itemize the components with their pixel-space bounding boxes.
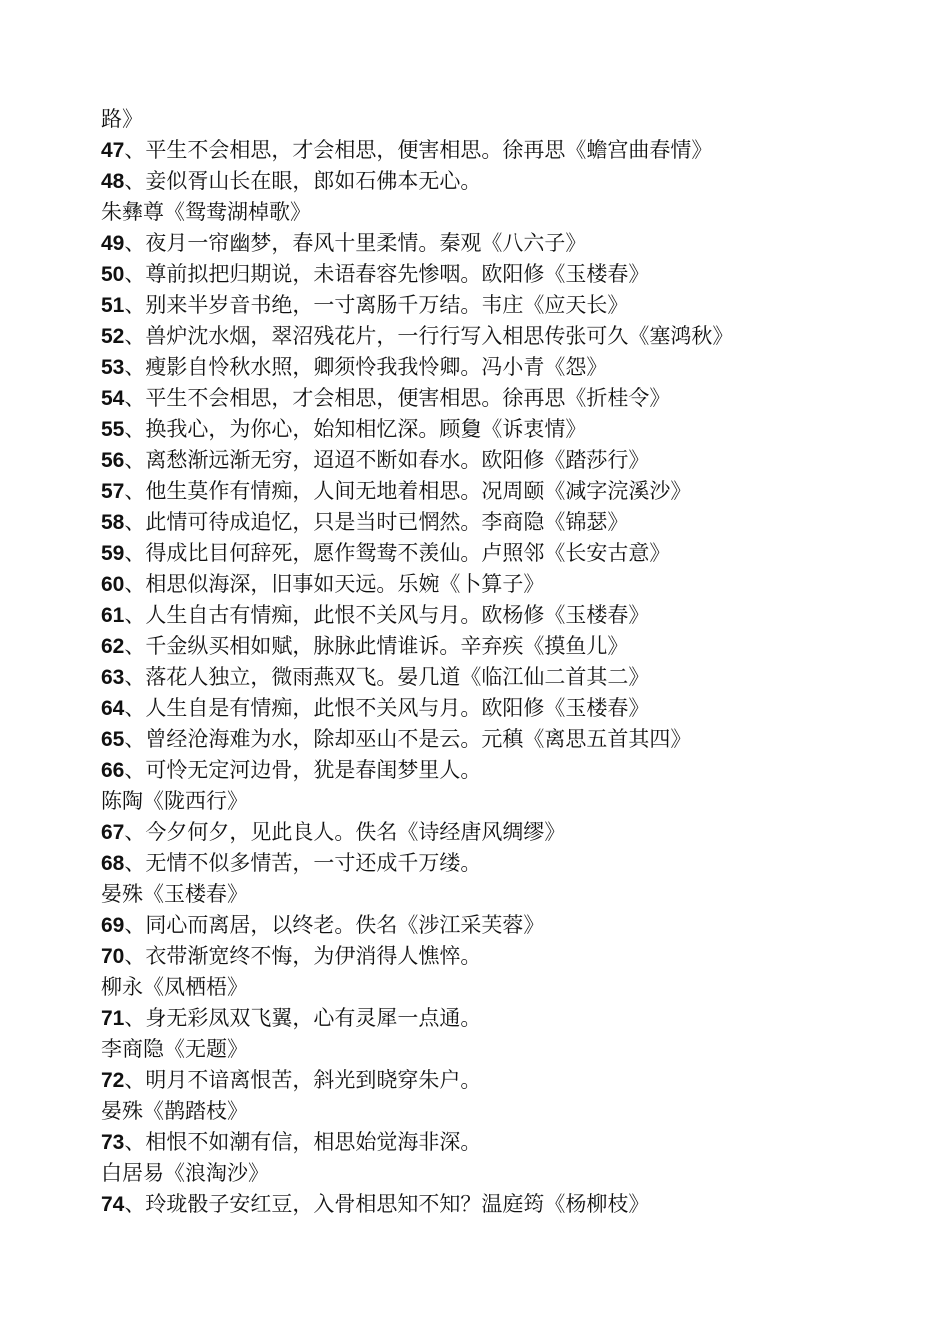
line-text: 、玲珑骰子安红豆，入骨相思知不知？温庭筠《杨柳枝》	[124, 1192, 650, 1216]
line-text: 、瘦影自怜秋水照，卿须怜我我怜卿。冯小青《怨》	[124, 355, 608, 379]
line-number: 72	[101, 1069, 125, 1092]
line-text: 、无情不似多情苦，一寸还成千万缕。	[124, 851, 482, 875]
line-number: 73	[101, 1131, 125, 1154]
text-line	[101, 693, 901, 724]
line-text: 、相思似海深，旧事如天远。乐婉《卜算子》	[124, 572, 545, 596]
line-number: 58	[101, 511, 125, 534]
line-text: 、明月不谙离恨苦，斜光到晓穿朱户。	[124, 1068, 482, 1092]
text-line	[101, 910, 901, 941]
line-number: 67	[101, 821, 125, 844]
line-number: 65	[101, 728, 125, 751]
text-line	[101, 538, 901, 569]
line-number: 70	[101, 945, 125, 968]
text-line	[101, 755, 901, 786]
line-number: 68	[101, 852, 125, 875]
line-number: 71	[101, 1007, 125, 1030]
line-text: 晏殊《鹊踏枝》	[101, 1099, 248, 1123]
line-text: 、夜月一帘幽梦，春风十里柔情。秦观《八六子》	[124, 231, 587, 255]
text-line	[101, 600, 901, 631]
text-line	[101, 476, 901, 507]
text-line	[101, 631, 901, 662]
line-number: 64	[101, 697, 125, 720]
line-number: 55	[101, 418, 125, 441]
line-text: 、尊前拟把归期说，未语春容先惨咽。欧阳修《玉楼春》	[124, 262, 650, 286]
text-line	[101, 786, 901, 817]
text-line	[101, 352, 901, 383]
text-line	[101, 1065, 901, 1096]
line-number: 62	[101, 635, 125, 658]
line-number: 56	[101, 449, 125, 472]
line-text: 、相恨不如潮有信，相思始觉海非深。	[124, 1130, 482, 1154]
line-text: 、妾似胥山长在眼，郎如石佛本无心。	[124, 169, 482, 193]
line-number: 57	[101, 480, 125, 503]
text-line	[101, 724, 901, 755]
text-line	[101, 383, 901, 414]
text-line	[101, 414, 901, 445]
line-text: 、身无彩凤双飞翼，心有灵犀一点通。	[124, 1006, 482, 1030]
line-number: 51	[101, 294, 125, 317]
line-text: 、落花人独立，微雨燕双飞。晏几道《临江仙二首其二》	[124, 665, 650, 689]
text-line	[101, 321, 901, 352]
text-line	[101, 848, 901, 879]
text-line	[101, 135, 901, 166]
line-text: 、他生莫作有情痴，人间无地着相思。况周颐《减字浣溪沙》	[124, 479, 692, 503]
line-text: 、曾经沧海难为水，除却巫山不是云。元稹《离思五首其四》	[124, 727, 692, 751]
text-line	[101, 1096, 901, 1127]
text-line	[101, 1003, 901, 1034]
line-number: 66	[101, 759, 125, 782]
line-text: 、衣带渐宽终不悔，为伊消得人憔悴。	[124, 944, 482, 968]
line-number: 52	[101, 325, 125, 348]
line-number: 69	[101, 914, 125, 937]
line-number: 63	[101, 666, 125, 689]
line-number: 49	[101, 232, 125, 255]
line-text: 朱彝尊《鸳鸯湖棹歌》	[101, 200, 311, 224]
text-line	[101, 445, 901, 476]
line-number: 50	[101, 263, 125, 286]
line-text: 、同心而离居，以终老。佚名《涉江采芙蓉》	[124, 913, 545, 937]
text-line	[101, 879, 901, 910]
line-text: 、平生不会相思，才会相思，便害相思。徐再思《折桂令》	[124, 386, 671, 410]
line-number: 47	[101, 139, 125, 162]
line-number: 60	[101, 573, 125, 596]
line-text: 、今夕何夕，见此良人。佚名《诗经唐风绸缪》	[124, 820, 566, 844]
text-line	[101, 1034, 901, 1065]
line-text: 晏殊《玉楼春》	[101, 882, 248, 906]
text-line	[101, 569, 901, 600]
line-text: 、人生自是有情痴，此恨不关风与月。欧阳修《玉楼春》	[124, 696, 650, 720]
line-text: 陈陶《陇西行》	[101, 789, 248, 813]
line-text: 路》	[101, 107, 143, 131]
line-text: 、人生自古有情痴，此恨不关风与月。欧杨修《玉楼春》	[124, 603, 650, 627]
line-number: 53	[101, 356, 125, 379]
text-line	[101, 507, 901, 538]
line-text: 柳永《凤栖梧》	[101, 975, 248, 999]
line-text: 李商隐《无题》	[101, 1037, 248, 1061]
text-line	[101, 1127, 901, 1158]
line-number: 74	[101, 1193, 125, 1216]
text-line	[101, 197, 901, 228]
line-text: 白居易《浪淘沙》	[101, 1161, 269, 1185]
text-line	[101, 1189, 901, 1220]
line-text: 、此情可待成追忆，只是当时已惘然。李商隐《锦瑟》	[124, 510, 629, 534]
document-page	[101, 104, 901, 1220]
text-line	[101, 1158, 901, 1189]
line-text: 、平生不会相思，才会相思，便害相思。徐再思《蟾宫曲春情》	[124, 138, 713, 162]
line-text: 、别来半岁音书绝，一寸离肠千万结。韦庄《应天长》	[124, 293, 629, 317]
line-text: 、兽炉沈水烟，翠沼残花片，一行行写入相思传张可久《塞鸿秋》	[124, 324, 734, 348]
line-number: 48	[101, 170, 125, 193]
line-text: 、换我心，为你心，始知相忆深。顾敻《诉衷情》	[124, 417, 587, 441]
line-number: 54	[101, 387, 125, 410]
line-text: 、可怜无定河边骨，犹是春闺梦里人。	[124, 758, 482, 782]
text-line	[101, 662, 901, 693]
line-text: 、离愁渐远渐无穷，迢迢不断如春水。欧阳修《踏莎行》	[124, 448, 650, 472]
text-line	[101, 817, 901, 848]
text-line	[101, 259, 901, 290]
line-number: 61	[101, 604, 125, 627]
text-line	[101, 290, 901, 321]
text-line	[101, 941, 901, 972]
line-text: 、得成比目何辞死，愿作鸳鸯不羡仙。卢照邻《长安古意》	[124, 541, 671, 565]
text-line	[101, 972, 901, 1003]
text-line	[101, 228, 901, 259]
text-line	[101, 104, 901, 135]
line-number: 59	[101, 542, 125, 565]
text-line	[101, 166, 901, 197]
line-text: 、千金纵买相如赋，脉脉此情谁诉。辛弃疾《摸鱼儿》	[124, 634, 629, 658]
